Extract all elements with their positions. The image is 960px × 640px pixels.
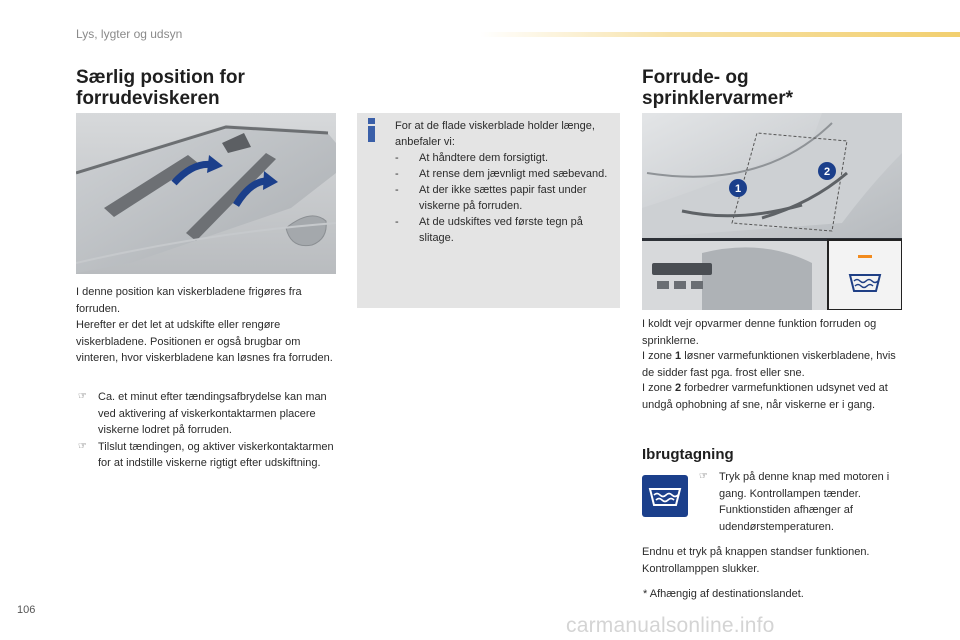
pointing-hand-icon: ☞ bbox=[699, 471, 708, 482]
zone-2-number: 2 bbox=[675, 382, 682, 394]
right-zone-1-desc bbox=[642, 348, 904, 381]
info-icon bbox=[365, 118, 379, 142]
right-title-line2: sprinklervarmer* bbox=[642, 88, 794, 109]
left-title bbox=[76, 67, 336, 109]
page-number: 106 bbox=[17, 604, 36, 616]
zone-1-prefix: I zone bbox=[642, 350, 676, 362]
zone-1-label: 1 bbox=[734, 183, 742, 195]
list-item bbox=[76, 389, 338, 439]
right-desc-1: I koldt vejr opvarmer denne funktion forruden og sprinklerne. bbox=[642, 318, 877, 347]
left-bullet-text: Ca. et minut efter tændingsafbrydelse kan man ved aktivering af viskerkontaktarmen placere viskerne lodret på forruden. bbox=[98, 391, 327, 436]
left-bullet-list bbox=[76, 389, 338, 472]
info-item-text: At der ikke sættes papir fast under viskerne på forruden. bbox=[419, 184, 587, 212]
usage-bullet-list bbox=[697, 469, 907, 535]
info-dash-list bbox=[395, 150, 615, 246]
left-title-line2: forrudeviskeren bbox=[76, 88, 220, 109]
stop-text: Endnu et tryk på knappen standser funktionen. Kontrollamppen slukker. bbox=[642, 546, 870, 575]
left-title-line1: Særlig position for bbox=[76, 67, 245, 88]
info-item-text: At de udskiftes ved første tegn på slitage. bbox=[419, 216, 583, 244]
left-bullet-text: Tilslut tændingen, og aktiver viskerkontaktarmen for at indstille viskerne rigtigt efter udskiftning. bbox=[98, 440, 334, 469]
right-title-line1: Forrude- og bbox=[642, 67, 749, 88]
list-item bbox=[76, 439, 338, 472]
pointing-hand-icon: ☞ bbox=[78, 440, 87, 452]
zone-2-text: forbedrer varmefunktionen udsynet ved at undgå ophobning af sne, når viskerne er i gang. bbox=[642, 382, 888, 411]
pointing-hand-icon: ☞ bbox=[78, 391, 87, 402]
watermark: carmanualsonline.info bbox=[566, 614, 775, 637]
wiper-service-position-illustration bbox=[76, 113, 336, 274]
info-text bbox=[395, 118, 615, 246]
usage-bullet-text: Tryk på denne knap med motoren i gang. Kontrollampen tænder. Funktionstiden afhænger af udendørstemperaturen. bbox=[719, 471, 890, 533]
list-item: - At der ikke sættes papir fast under viskerne på forruden. bbox=[395, 184, 587, 212]
windscreen-heater-illustration bbox=[642, 113, 902, 310]
zone-2-label: 2 bbox=[823, 166, 831, 178]
info-intro: For at de flade viskerblade holder længe, anbefaler vi: bbox=[395, 120, 595, 148]
left-paragraph-1: I denne position kan viskerbladene frigøres fra forruden. bbox=[76, 286, 302, 315]
footnote: * Afhængig af destinationslandet. bbox=[643, 588, 804, 600]
list-item: - At de udskiftes ved første tegn på slitage. bbox=[395, 216, 583, 244]
header-accent-bar bbox=[480, 32, 960, 37]
list-item: - At håndtere dem forsigtigt. bbox=[395, 152, 549, 164]
list-item: - At rense dem jævnligt med sæbevand. bbox=[395, 168, 608, 180]
left-paragraph-2: Herefter er det let at udskifte eller rengøre viskerbladene. Positionen er også brugbar om vinteren, hvor viskerbladene kan løsnes fra forruden. bbox=[76, 319, 333, 364]
ibrugtagning-subtitle: Ibrugtagning bbox=[642, 446, 734, 463]
right-zone-2-desc bbox=[642, 380, 904, 413]
zone-2-prefix: I zone bbox=[642, 382, 676, 394]
windscreen-heater-icon bbox=[642, 475, 688, 517]
info-item-text: At håndtere dem forsigtigt. bbox=[419, 152, 549, 164]
section-header: Lys, lygter og udsyn bbox=[76, 27, 183, 41]
zone-1-number: 1 bbox=[675, 350, 682, 362]
zone-1-text: løsner varmefunktionen viskerbladene, hvis de sidder fast pga. frost eller sne. bbox=[642, 350, 896, 379]
list-item bbox=[697, 469, 907, 535]
right-title bbox=[642, 67, 902, 109]
info-item-text: At rense dem jævnligt med sæbevand. bbox=[419, 168, 608, 180]
